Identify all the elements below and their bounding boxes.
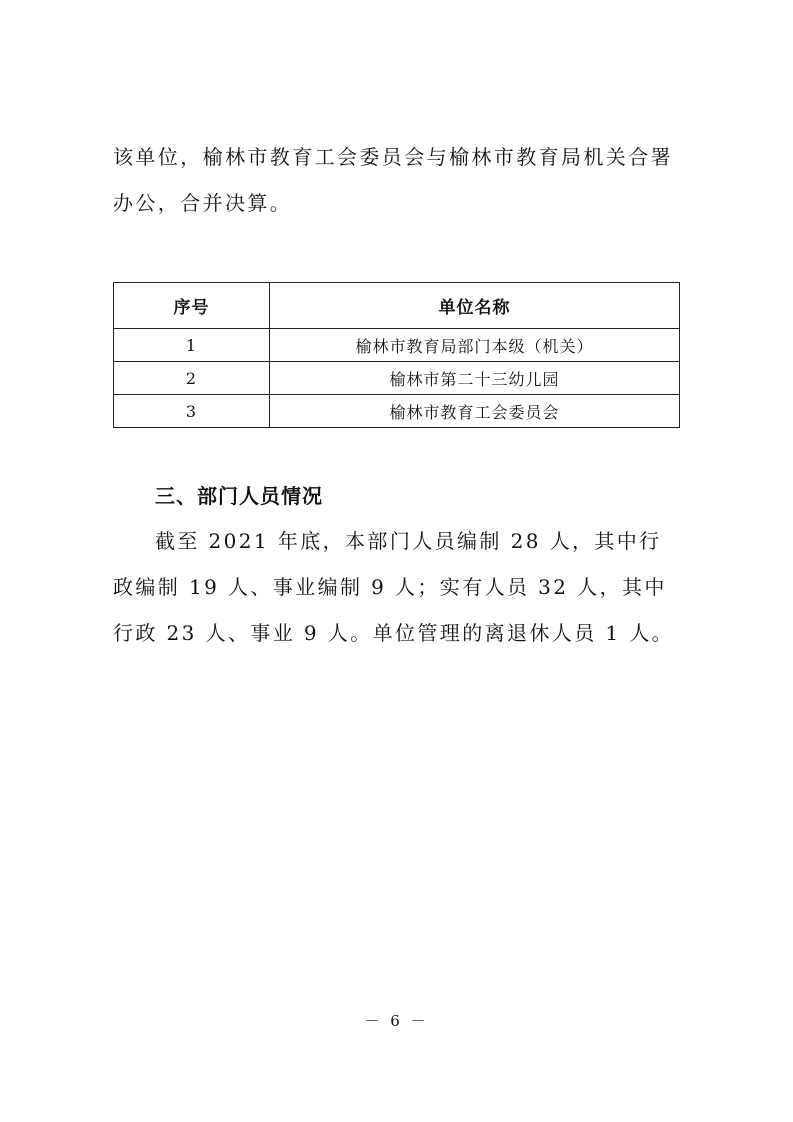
units-table bbox=[113, 282, 680, 428]
row-unit-name: 榆林市教育局部门本级（机关） bbox=[270, 329, 680, 362]
page-number: － 6 － bbox=[364, 1012, 429, 1030]
row-number: 3 bbox=[114, 395, 270, 428]
row-unit-name: 榆林市第二十三幼儿园 bbox=[270, 362, 680, 395]
row-number: 2 bbox=[114, 362, 270, 395]
table-row bbox=[114, 362, 680, 395]
intro-paragraph: 该单位，榆林市教育工会委员会与榆林市教育局机关合署办公，合并决算。 bbox=[113, 145, 673, 215]
staff-paragraph: 截至 2021 年底，本部门人员编制 28 人，其中行政编制 19 人、事业编制 9 人；实有人员 32 人，其中行政 23 人、事业 9 人。单位管理的离退休人员 1 人。 bbox=[113, 529, 675, 645]
table-header-row bbox=[114, 283, 680, 329]
header-unit-name: 单位名称 bbox=[270, 283, 680, 329]
header-number: 序号 bbox=[114, 283, 270, 329]
table-row bbox=[114, 329, 680, 362]
table-row bbox=[114, 395, 680, 428]
section-heading-staff: 三、部门人员情况 bbox=[155, 484, 323, 508]
row-unit-name: 榆林市教育工会委员会 bbox=[270, 395, 680, 428]
row-number: 1 bbox=[114, 329, 270, 362]
